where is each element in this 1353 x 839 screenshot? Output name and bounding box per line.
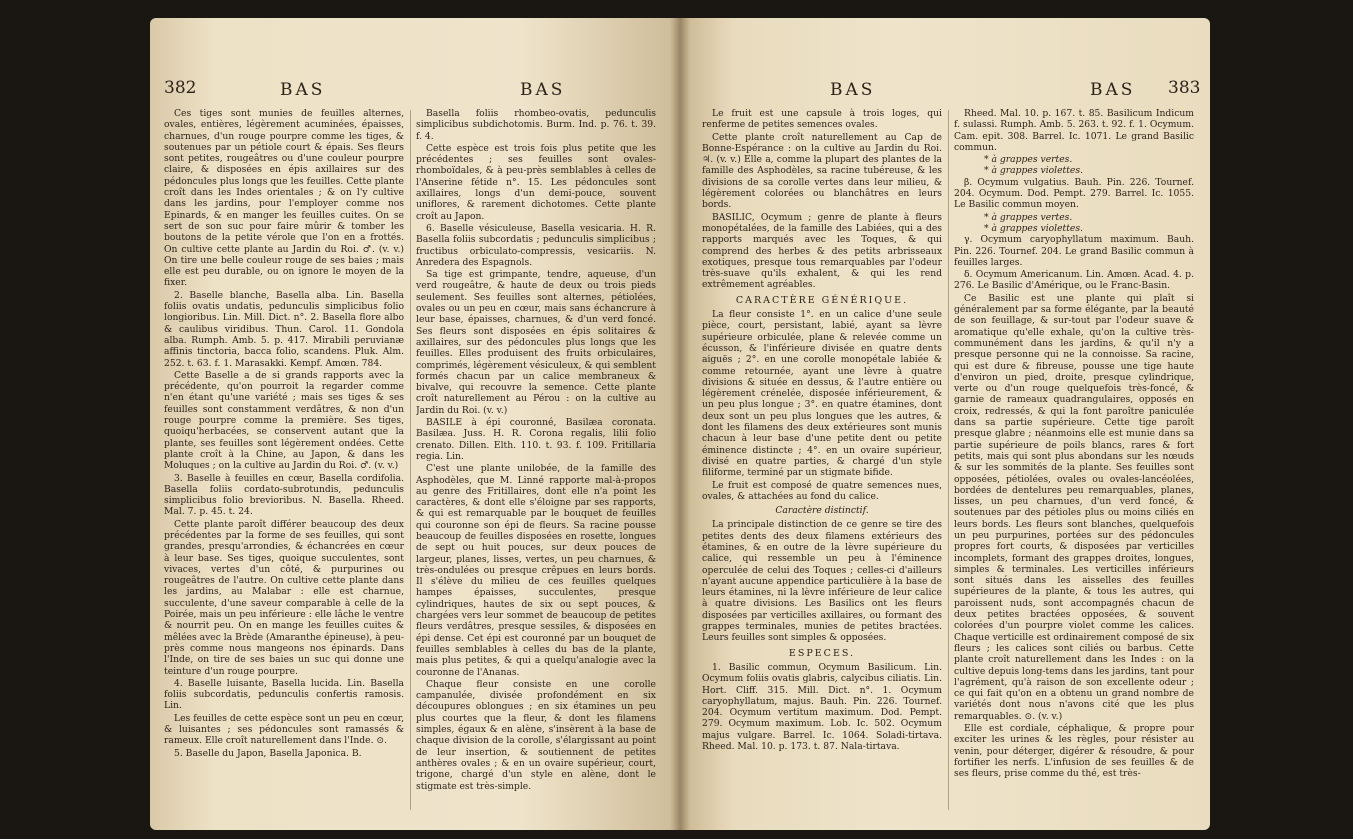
book-spread [150, 18, 1210, 830]
running-head-left-1: BAS [280, 80, 326, 100]
paragraph: 3. Baselle à feuilles en cœur, Basella cordifolia. Basella foliis cordato-subrotundis, pedunculis simplicibus folio brevioribus. N. Basella. Rheed. Mal. 7. p. 45. t. 24. [164, 472, 404, 518]
right-page [680, 18, 1210, 830]
paragraph: Cette Baselle a de si grands rapports avec la précédente, qu'on pourroit la regarder comme n'en étant qu'une variété ; mais ses tiges & ses feuilles sont constamment verdâtres, & non d'un rouge pourpre comme la première. Ses tiges, quoiqu'herbacées, se conservent autant que la plante, ses feuilles sont légèrement ondées. Cette plante croît à la Chine, au Japon, & dans les Moluques ; on la cultive au Jardin du Roi. ♂. (v. v.) [164, 369, 404, 472]
right-page-column-1 [702, 108, 942, 818]
variety-line: * à grappes violettes. [984, 165, 1083, 177]
paragraph: β. Ocymum vulgatius. Bauh. Pin. 226. Tournef. 204. Ocymum. Dod. Pempt. 279. Barrel. Ic. 1055. Le Basilic commun moyen. [954, 176, 1194, 211]
book-gutter [670, 18, 690, 830]
paragraph: 4. Baselle luisante, Basella lucida. Lin. Basella foliis subcordatis, pedunculis confertis ramosis. Lin. [164, 677, 404, 712]
paragraph: BASILIC, Ocymum ; genre de plante à fleurs monopétalées, de la famille des Labiées, qui a des rapports marqués avec les Toques, & qui comprend des herbes & des petits arbrisseaux exotiques, presque tous remarquables par l'odeur très-suave qu'ils exhalent, & qui les rend extrêmement agréables. [702, 211, 942, 291]
section-heading: CARACTÈRE GÉNÉRIQUE. [735, 294, 909, 306]
paragraph: Cette espèce est trois fois plus petite que les précédentes ; ses feuilles sont ovales-rhomboïdales, & à peu-près semblables à celles de l'Anserine fétide n°. 15. Les pédoncules sont axillaires, longs d'un demi-pouce, souvent uniflores, & rarement dichotomes. Cette plante croît au Japon. [416, 142, 656, 222]
paragraph: Le fruit est une capsule à trois loges, qui renferme de petites semences ovales. [702, 108, 942, 131]
right-page-column-2 [954, 108, 1194, 818]
paragraph: 1. Basilic commun, Ocymum Basilicum. Lin. Ocymum foliis ovatis glabris, calycibus ciliatis. Lin. Hort. Cliff. 315. Mill. Dict. n°. 1. Ocymum caryophyllatum, majus. Bauh. Pin. 226. Tournef. 204. Ocymum vertitum maximum. Dod. Pempt. 279. Ocymum maximum. Lob. Ic. 502. Ocymum majus vulgare. Barrel. Ic. 1064. Soladi-tirtava. Rheed. Mal. 10. p. 173. t. 87. Nala-tirtava. [702, 661, 942, 753]
paragraph: Sa tige est grimpante, tendre, aqueuse, d'un verd rougeâtre, & haute de deux ou trois pieds seulement. Ses feuilles sont alternes, pétiolées, ovales ou un peu en cœur, mais sans échancrure à leur base, épaisses, charnues, & d'un verd foncé. Ses fleurs sont disposées en épis solitaires & axillaires, sur des pédoncules plus longs que les feuilles. Elles produisent des fruits orbiculaires, comprimés, légèrement vésiculeux, & qui semblent formés chacun par un calice membraneux & bivalve, qui recouvre la semence. Cette plante croît naturellement au Pérou : on la cultive au Jardin du Roi. (v. v.) [416, 269, 656, 416]
paragraph: Le fruit est composé de quatre semences nues, ovales, & attachées au fond du calice. [702, 479, 942, 502]
variety-line: * à grappes vertes. [984, 211, 1073, 223]
paragraph: BASILE à épi couronné, Basilæa coronata. Basilæa. Juss. H. R. Corona regalis, lilii folio crenato. Dillen. Elth. 110. t. 93. f. 109. Fritillaria regia. Lin. [416, 417, 656, 462]
paragraph: 5. Baselle du Japon, Basella Japonica. B. [174, 747, 362, 759]
page-number-right: 383 [1168, 78, 1201, 98]
page-number-left: 382 [164, 78, 197, 98]
paragraph: Rheed. Mal. 10. p. 167. t. 85. Basilicum Indicum f. sulassi. Rumph. Amb. 5. 263. t. 92. f. 1. Ocymum. Cam. epit. 308. Barrel. Ic. 1071. Le grand Basilic commun. [954, 108, 1194, 153]
left-page [150, 18, 680, 830]
paragraph: Elle est cordiale, céphalique, & propre pour exciter les urines & les règles, pour résister au venin, pour déterger, digérer & résoudre, & pour fortifier les nerfs. L'infusion de ses feuilles & de ses fleurs, prise comme du thé, est très- [954, 723, 1194, 780]
column-divider [948, 110, 949, 810]
left-page-column-1 [164, 108, 404, 818]
section-heading: ESPECES. [788, 647, 856, 659]
left-page-column-2 [416, 108, 656, 818]
paragraph: Ces tiges sont munies de feuilles alternes, ovales, entières, légèrement acuminées, épaisses, charnues, d'un rouge pourpre comme les tiges, & soutenues par un pétiole court & épais. Ses fleurs sont petites, rougeâtres ou d'une couleur pourpre claire, & disposées en épis axillaires sur des pédoncules plus longs que les feuilles. Cette plante croît dans les Indes orientales ; & on l'y cultive dans les jardins, pour l'employer comme nos Epinards, & en manger les feuilles cuites. On se sert de son suc pour faire mûrir & tomber les boutons de la petite vérole que l'on en a frottés. On cultive cette plante au Jardin du Roi. ♂. (v. v.) On tire une belle couleur rouge de ses baies ; mais elle est peu durable, ou on ignore le moyen de la fixer. [164, 108, 404, 289]
paragraph: δ. Ocymum Americanum. Lin. Amœn. Acad. 4. p. 276. Le Basilic d'Amérique, ou le Franc-Basin. [954, 269, 1194, 292]
running-head-left-2: BAS [520, 80, 566, 100]
paragraph: Cette plante croît naturellement au Cap de Bonne-Espérance : on la cultive au Jardin du Roi. ♃. (v. v.) Elle a, comme la plupart des plantes de la famille des Asphodèles, sa racine tubéreuse, & les divisions de sa corolle vertes dans leur milieu, & légèrement colorées ou blanchâtres en leurs bords. [702, 131, 942, 211]
paragraph: 2. Baselle blanche, Basella alba. Lin. Basella foliis ovatis undatis, pedunculis simplicibus folio longioribus. Lin. Mill. Dict. n°. 2. Basella flore albo & caulibus viridibus. Thun. Carol. 11. Gondola alba. Rumph. Amb. 5. p. 417. Mirabili peruvianæ affinis tinctoria, bacca folio, scandens. Pluk. Alm. 252. t. 63. f. 1. Marasakki. Kempf. Amœn. 784. [164, 289, 404, 369]
variety-line: * à grappes violettes. [984, 222, 1083, 234]
paragraph: Chaque fleur consiste en une corolle campanulée, divisée profondément en six découpures oblongues ; en six étamines un peu plus courtes que la fleur, & dont les filamens simples, égaux & en alène, s'insèrent à la base de chaque division de la corolle, s'élargissant au point de leur insertion, & soutiennent de petites anthères ovales ; & en un ovaire supérieur, court, trigone, chargé d'un style en alène, dont le stigmate est très-simple. [416, 678, 656, 792]
running-head-right-2: BAS [1090, 80, 1136, 100]
paragraph: Cette plante paroît différer beaucoup des deux précédentes par la forme de ses feuilles, qui sont grandes, presqu'arrondies, & échancrées en cœur à leur base. Ses tiges, quoique succulentes, sont vivaces, vertes d'un côté, & purpurines ou rougeâtres de l'autre. On cultive cette plante dans les jardins, au Malabar : elle est charnue, succulente, d'une saveur comparable à celle de la Poirée, mais un peu inférieure : elle lâche le ventre & nourrit peu. On en mange les feuilles cuites & mêlées avec la Brède (Amaranthe épineuse), à peu-près comme nous mangeons nos épinards. Dans l'Inde, on tire de ses baies un suc qui donne une teinture d'un rouge pourpre. [164, 518, 404, 677]
paragraph: La principale distinction de ce genre se tire des petites dents des deux filamens extérieurs des étamines, & en outre de la lèvre supérieure du calice, qui ressemble un peu à l'éminence operculée de celui des Toques ; celles-ci d'ailleurs n'ayant aucune appendice particulière à la base de leurs étamines, ni la lèvre inférieure de leur calice à quatre divisions. Les Basilics ont les fleurs disposées par verticilles axillaires, ou formant des grappes terminales, munies de petites bractées. Leurs feuilles sont simples & opposées. [702, 519, 942, 644]
column-divider [410, 110, 411, 810]
paragraph: La fleur consiste 1°. en un calice d'une seule pièce, court, persistant, labié, ayant sa lèvre supérieure orbiculée, plane & relevée comme un écusson, & l'inférieure divisée en quatre dents aiguës ; 2°. en une corolle monopétale labiée & comme retournée, ayant une lèvre à quatre divisions & située en dessus, & l'autre entière ou légèrement crénelée, disposée inférieurement, & un peu plus longue ; 3°. en quatre étamines, dont deux sont un peu plus longues que les autres, & dont les filamens des deux extérieures sont munis chacun à leur base d'une petite dent ou petite éminence distincte ; 4°. en un ovaire supérieur, divisé en quatre parties, & chargé d'un style filiforme, terminé par un stigmate bifide. [702, 309, 942, 479]
paragraph: C'est une plante unilobée, de la famille des Asphodèles, que M. Linné rapporte mal-à-propos au genre des Fritillaires, dont elle n'a point les caractères, & dont elle s'éloigne par ses rapports, & qui est remarquable par le bouquet de feuilles qui couronne son épi de fleurs. Sa racine pousse beaucoup de feuilles disposées en rosette, longues de sept ou huit pouces, sur deux pouces de largeur, planes, lisses, vertes, un peu charnues, & très-ondulées ou presque crêpues en leurs bords. Il s'élève du milieu de ces feuilles quelques hampes épaisses, succulentes, presque cylindriques, hautes de six ou sept pouces, & chargées vers leur sommet de beaucoup de petites fleurs verdâtres, presque sessiles, & disposées en épi dense. Cet épi est couronné par un bouquet de feuilles semblables à celles du bas de la plante, mais plus petites, & qui a quelqu'analogie avec la couronne de l'Ananas. [416, 463, 656, 678]
variety-line: * à grappes vertes. [984, 154, 1073, 166]
paragraph: Ce Basilic est une plante qui plaît si généralement par sa forme élégante, par la beauté de son feuillage, & sur-tout par l'odeur suave & aromatique qu'elle exhale, qu'on la cultive très-communément dans les jardins, & qu'il n'y a presque personne qui ne la connoisse. Sa racine, qui est dure & fibreuse, pousse une tige haute d'environ un pied, droite, presque cylindrique, verte ou d'un rouge quelquefois très-foncé, & garnie de rameaux quadrangulaires, opposés en croix, redressés, & qui la font paroître paniculée dans sa partie supérieure. Cette tige paroît presque glabre ; néanmoins elle est munie dans sa partie supérieure de poils blancs, rares & fort petits, mais qui sont plus abondans sur les nœuds & sur les sommités de la plante. Ses feuilles sont opposées, pétiolées, ovales ou ovales-lancéolées, bordées de dentelures peu remarquables, planes, lisses, un peu charnues, d'un verd foncé, & soutenues par des pétioles plus ou moins ciliés en leurs bords. Les fleurs sont blanches, quelquefois un peu purpurines, portées sur des pédoncules propres fort courts, & disposées par verticilles incomplets, formant des grappes droites, longues, simples & terminales. Les verticilles inférieurs sont situés dans les aisselles des feuilles supérieures de la plante, & tous les autres, qui paroissent nuds, sont accompagnés chacun de deux petites bractées opposées, & souvent colorées d'un pourpre violet comme les calices. Chaque verticille est ordinairement composé de six fleurs ; les calices sont ciliés ou barbus. Cette plante croît naturellement dans les Indes : on la cultive depuis long-tems dans les jardins, tant pour l'agrément, qu'à raison de son excellente odeur ; ce qui fait qu'on en a obtenu un grand nombre de variétés dont nous n'avons cité que les plus remarquables. ⊙. (v. v.) [954, 292, 1194, 722]
subsection-heading: Caractère distinctif. [775, 505, 869, 517]
paragraph: γ. Ocymum caryophyllatum maximum. Bauh. Pin. 226. Tournef. 204. Le grand Basilic commun à feuilles larges. [954, 234, 1194, 268]
paragraph: Les feuilles de cette espèce sont un peu en cœur, & luisantes ; ses pédoncules sont ramassés & rameux. Elle croît naturellement dans l'Inde. ⊙. [164, 712, 404, 747]
paragraph: 6. Baselle vésiculeuse, Basella vesicaria. H. R. Basella foliis subcordatis ; pedunculis simplicibus ; fructibus orbiculato-compressis, vesicariis. N. Anredera des Espagnols. [416, 222, 656, 268]
running-head-right-1: BAS [830, 80, 876, 100]
paragraph: Basella foliis rhombeo-ovatis, pedunculis simplicibus subdichotomis. Burm. Ind. p. 76. t. 39. f. 4. [416, 108, 656, 142]
